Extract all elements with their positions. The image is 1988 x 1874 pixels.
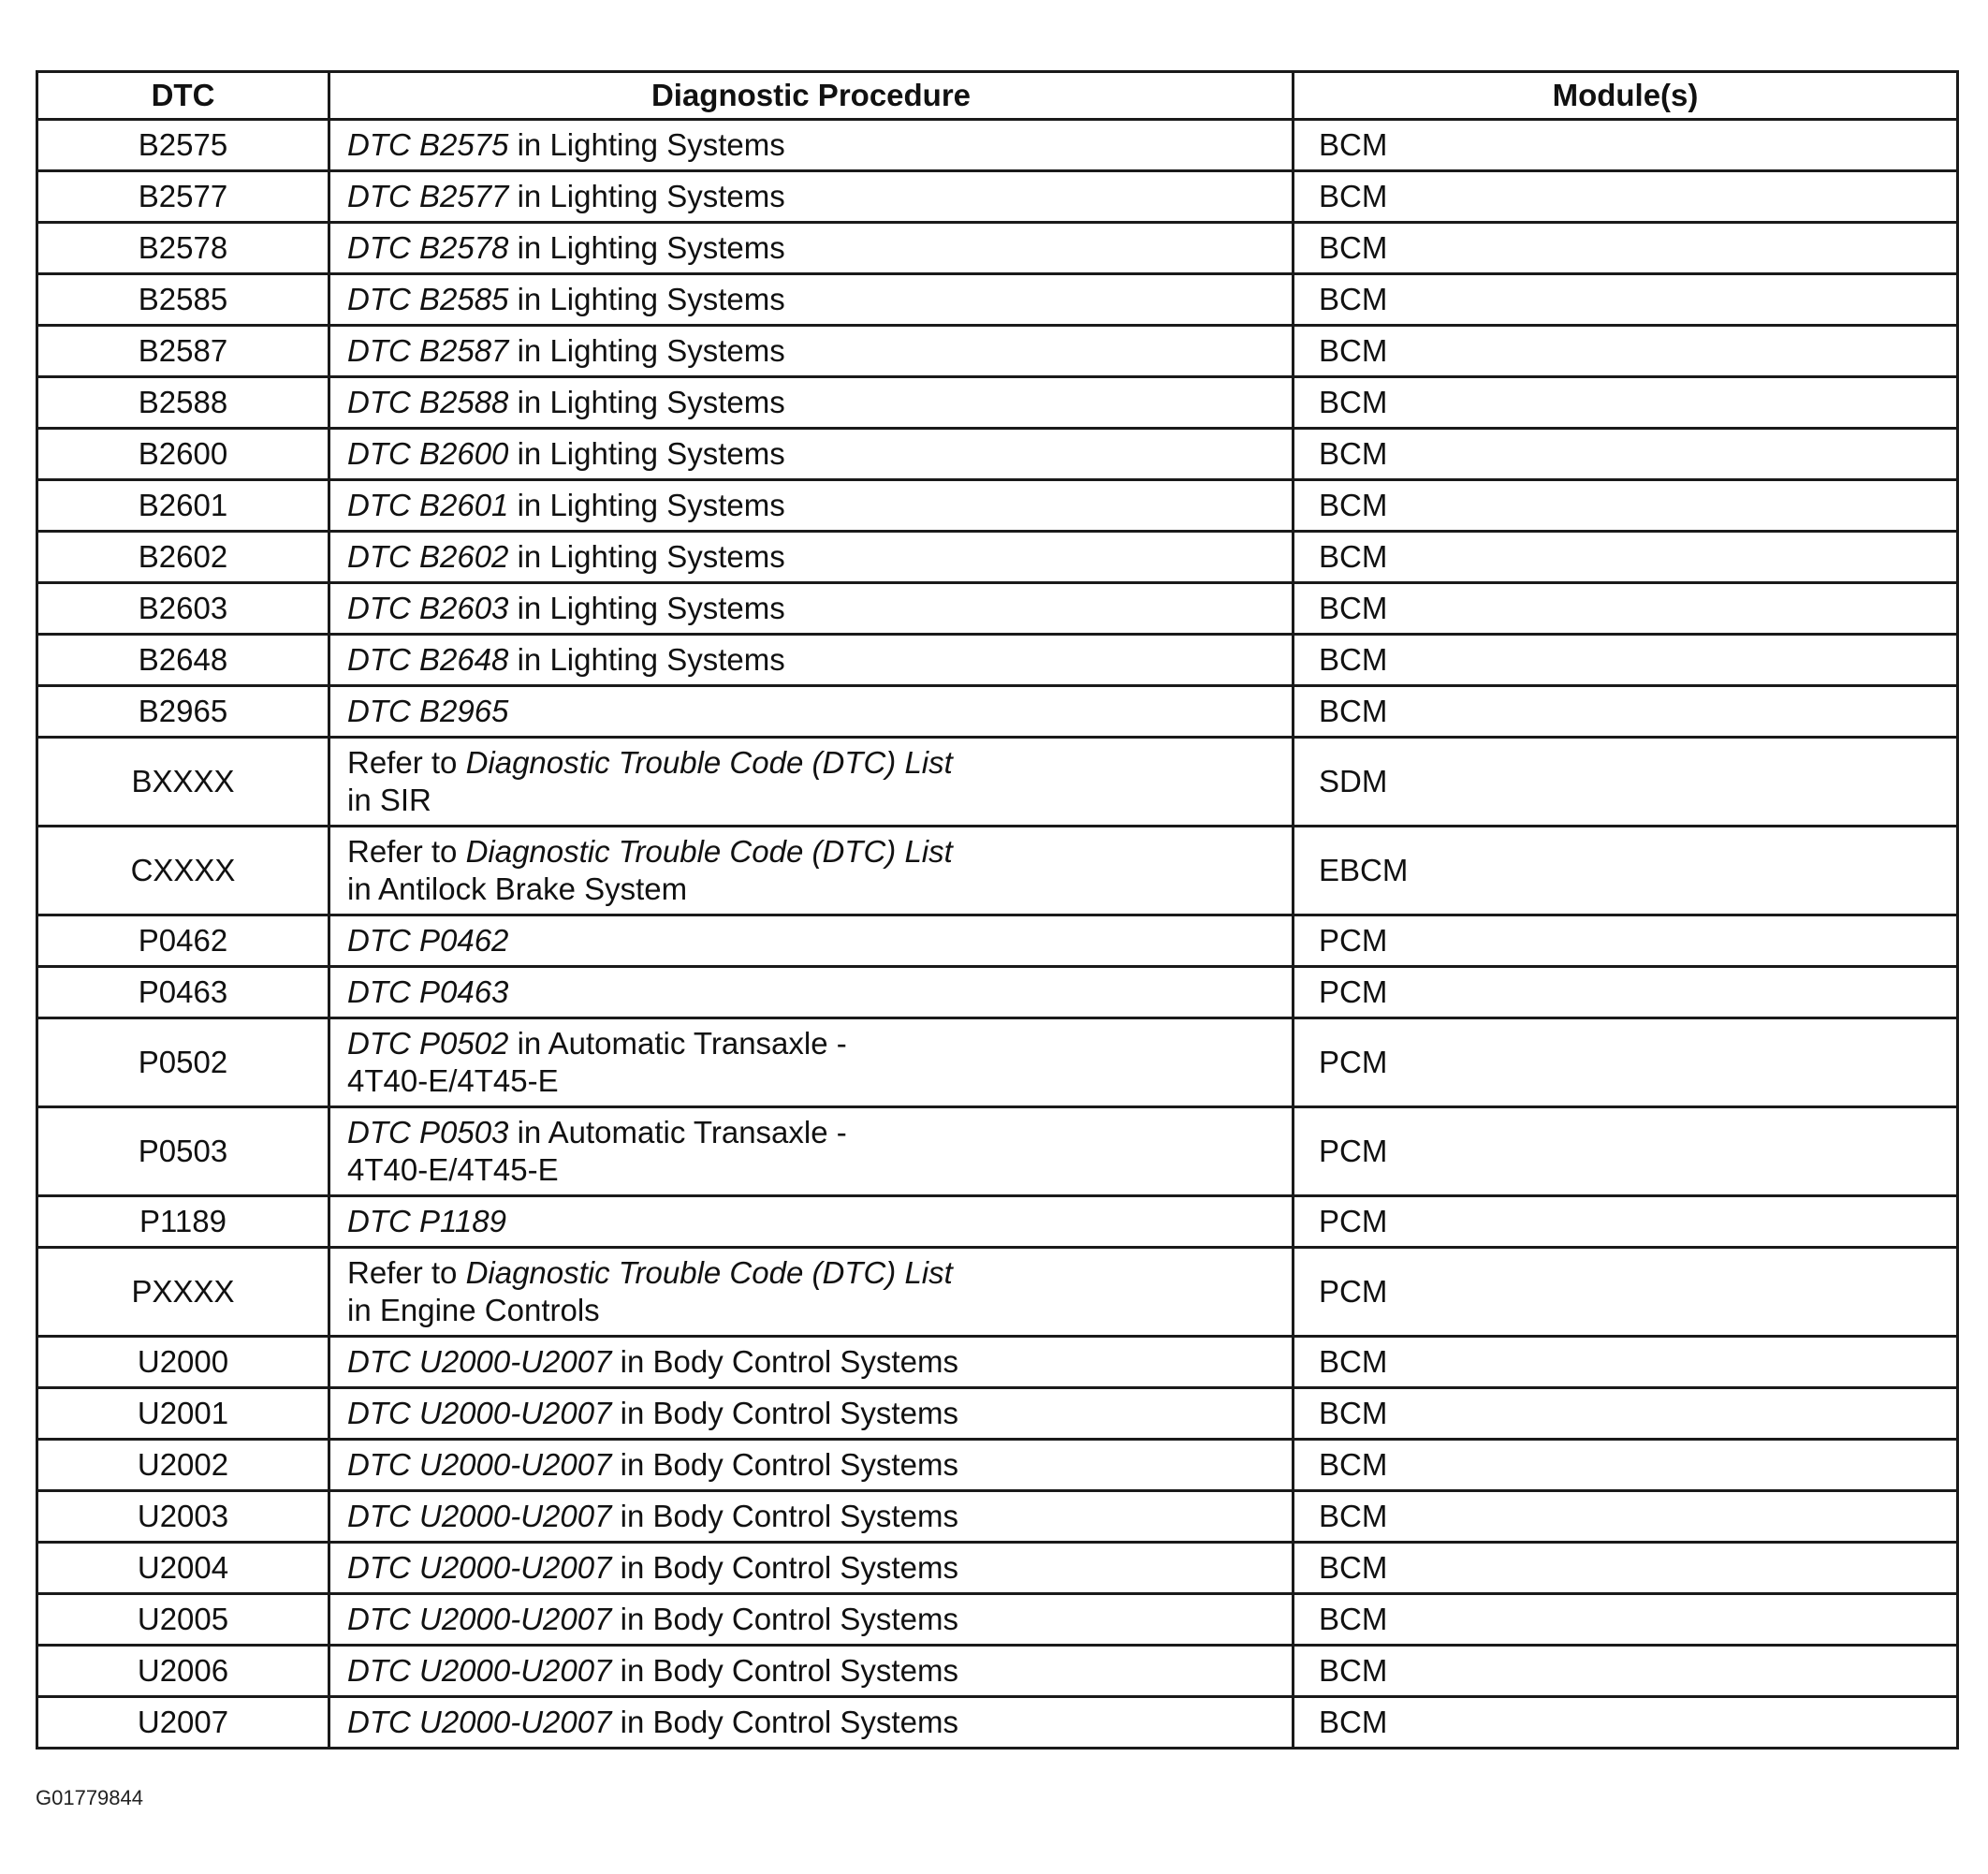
procedure-text: in Body Control Systems (611, 1653, 958, 1688)
diagnostic-procedure-cell (329, 1646, 1294, 1697)
module-cell: PCM (1294, 915, 1958, 967)
procedure-text: in Lighting Systems (508, 282, 785, 316)
diagnostic-procedure-cell (329, 686, 1294, 738)
table-row (37, 967, 1958, 1018)
procedure-line (347, 1151, 1292, 1189)
procedure-line (347, 1292, 1292, 1329)
diagnostic-procedure-cell (329, 120, 1294, 171)
procedure-line (347, 332, 1292, 370)
procedure-reference-text: DTC U2000-U2007 (347, 1550, 612, 1585)
module-cell: BCM (1294, 1646, 1958, 1697)
table-row (37, 1107, 1958, 1196)
procedure-reference-text: Diagnostic Trouble Code (DTC) List (465, 1255, 953, 1290)
dtc-code-cell: U2000 (37, 1337, 329, 1388)
procedure-text: in Body Control Systems (611, 1447, 958, 1482)
dtc-code-cell: B2603 (37, 583, 329, 635)
procedure-text: in Lighting Systems (508, 385, 785, 419)
dtc-code-cell: B2601 (37, 480, 329, 532)
procedure-text: in Body Control Systems (611, 1602, 958, 1636)
dtc-code-cell: B2965 (37, 686, 329, 738)
procedure-line (347, 1601, 1292, 1638)
procedure-text: 4T40-E/4T45-E (347, 1063, 559, 1098)
procedure-reference-text: DTC B2588 (347, 385, 509, 419)
procedure-text: in Antilock Brake System (347, 871, 688, 906)
procedure-text: in Automatic Transaxle - (508, 1115, 847, 1149)
diagnostic-procedure-cell (329, 532, 1294, 583)
table-row (37, 480, 1958, 532)
diagnostic-procedure-cell (329, 1440, 1294, 1491)
diagnostic-procedure-cell (329, 429, 1294, 480)
module-cell: BCM (1294, 583, 1958, 635)
procedure-reference-text: DTC U2000-U2007 (347, 1499, 612, 1533)
table-row (37, 326, 1958, 377)
module-cell: EBCM (1294, 827, 1958, 915)
module-cell: PCM (1294, 1018, 1958, 1107)
procedure-reference-text: DTC U2000-U2007 (347, 1344, 612, 1379)
diagnostic-procedure-cell (329, 1018, 1294, 1107)
dtc-code-cell: B2577 (37, 171, 329, 223)
diagnostic-procedure-cell (329, 635, 1294, 686)
table-body (37, 120, 1958, 1749)
procedure-line (347, 1025, 1292, 1062)
dtc-table (36, 70, 1959, 1750)
procedure-line (347, 1343, 1292, 1381)
dtc-code-cell: U2001 (37, 1388, 329, 1440)
procedure-text: 4T40-E/4T45-E (347, 1152, 559, 1187)
diagnostic-procedure-cell (329, 377, 1294, 429)
dtc-code-cell: CXXXX (37, 827, 329, 915)
table-row (37, 686, 1958, 738)
procedure-text: in SIR (347, 783, 431, 817)
dtc-code-cell: U2005 (37, 1594, 329, 1646)
table-row (37, 915, 1958, 967)
procedure-reference-text: DTC B2601 (347, 488, 509, 522)
procedure-reference-text: DTC U2000-U2007 (347, 1705, 612, 1739)
procedure-text: in Lighting Systems (508, 333, 785, 368)
header-diagnostic-procedure: Diagnostic Procedure (329, 72, 1294, 120)
procedure-text: in Lighting Systems (508, 230, 785, 265)
diagnostic-procedure-cell (329, 1388, 1294, 1440)
module-cell: SDM (1294, 738, 1958, 827)
procedure-text: in Lighting Systems (508, 488, 785, 522)
header-modules: Module(s) (1294, 72, 1958, 120)
module-cell: BCM (1294, 1697, 1958, 1749)
procedure-line (347, 1062, 1292, 1100)
table-row (37, 274, 1958, 326)
module-cell: BCM (1294, 686, 1958, 738)
table-row (37, 583, 1958, 635)
procedure-line (347, 178, 1292, 215)
procedure-line (347, 1498, 1292, 1535)
procedure-line (347, 922, 1292, 959)
module-cell: BCM (1294, 1594, 1958, 1646)
diagnostic-procedure-cell (329, 583, 1294, 635)
procedure-reference-text: DTC B2603 (347, 591, 509, 625)
procedure-reference-text: DTC B2575 (347, 127, 509, 162)
procedure-text: in Lighting Systems (508, 642, 785, 677)
procedure-text: in Body Control Systems (611, 1499, 958, 1533)
procedure-reference-text: DTC P0503 (347, 1115, 509, 1149)
table-row (37, 1594, 1958, 1646)
table-row (37, 1697, 1958, 1749)
procedure-line (347, 974, 1292, 1011)
table-row (37, 635, 1958, 686)
table-row (37, 1337, 1958, 1388)
procedure-line (347, 693, 1292, 730)
procedure-line (347, 1203, 1292, 1240)
procedure-text: in Body Control Systems (611, 1396, 958, 1430)
module-cell: BCM (1294, 532, 1958, 583)
table-row (37, 827, 1958, 915)
procedure-line (347, 871, 1292, 908)
dtc-code-cell: B2585 (37, 274, 329, 326)
module-cell: BCM (1294, 120, 1958, 171)
table-row (37, 1491, 1958, 1543)
procedure-reference-text: DTC U2000-U2007 (347, 1602, 612, 1636)
procedure-line (347, 126, 1292, 164)
table-row (37, 377, 1958, 429)
procedure-line (347, 641, 1292, 679)
procedure-text: in Engine Controls (347, 1293, 600, 1327)
procedure-line (347, 744, 1292, 782)
figure-id: G01779844 (36, 1786, 143, 1809)
dtc-code-cell: B2648 (37, 635, 329, 686)
diagnostic-procedure-cell (329, 223, 1294, 274)
module-cell: BCM (1294, 326, 1958, 377)
diagnostic-procedure-cell (329, 1594, 1294, 1646)
module-cell: BCM (1294, 377, 1958, 429)
procedure-reference-text: DTC B2585 (347, 282, 509, 316)
header-dtc: DTC (37, 72, 329, 120)
diagnostic-procedure-cell (329, 274, 1294, 326)
diagnostic-procedure-cell (329, 171, 1294, 223)
table-header-row (37, 72, 1958, 120)
procedure-reference-text: DTC B2602 (347, 539, 509, 574)
dtc-code-cell: B2600 (37, 429, 329, 480)
module-cell: BCM (1294, 223, 1958, 274)
procedure-text: in Body Control Systems (611, 1344, 958, 1379)
diagnostic-procedure-cell (329, 827, 1294, 915)
table-row (37, 429, 1958, 480)
diagnostic-procedure-cell (329, 480, 1294, 532)
procedure-reference-text: DTC P0463 (347, 974, 509, 1009)
table-row (37, 1388, 1958, 1440)
procedure-line (347, 384, 1292, 421)
procedure-reference-text: DTC U2000-U2007 (347, 1653, 612, 1688)
module-cell: BCM (1294, 635, 1958, 686)
procedure-text: in Lighting Systems (508, 179, 785, 213)
module-cell: BCM (1294, 429, 1958, 480)
procedure-reference-text: DTC B2577 (347, 179, 509, 213)
table-row (37, 1543, 1958, 1594)
module-cell: PCM (1294, 1107, 1958, 1196)
dtc-code-cell: U2003 (37, 1491, 329, 1543)
dtc-code-cell: B2575 (37, 120, 329, 171)
module-cell: PCM (1294, 1248, 1958, 1337)
procedure-reference-text: Diagnostic Trouble Code (DTC) List (465, 745, 953, 780)
module-cell: BCM (1294, 1388, 1958, 1440)
diagnostic-procedure-cell (329, 967, 1294, 1018)
procedure-reference-text: Diagnostic Trouble Code (DTC) List (465, 834, 953, 869)
dtc-code-cell: U2002 (37, 1440, 329, 1491)
procedure-text: Refer to (347, 834, 466, 869)
table-row (37, 1196, 1958, 1248)
procedure-reference-text: DTC P1189 (347, 1204, 506, 1238)
procedure-text: in Lighting Systems (508, 127, 785, 162)
module-cell: BCM (1294, 274, 1958, 326)
table-row (37, 223, 1958, 274)
procedure-line (347, 1549, 1292, 1587)
procedure-line (347, 1254, 1292, 1292)
procedure-text: Refer to (347, 745, 466, 780)
diagnostic-procedure-cell (329, 738, 1294, 827)
dtc-code-cell: B2587 (37, 326, 329, 377)
table-row (37, 1646, 1958, 1697)
procedure-text: in Lighting Systems (508, 539, 785, 574)
procedure-reference-text: DTC P0502 (347, 1026, 509, 1061)
table-row (37, 1440, 1958, 1491)
procedure-reference-text: DTC B2648 (347, 642, 509, 677)
procedure-line (347, 538, 1292, 576)
diagnostic-procedure-cell (329, 1196, 1294, 1248)
procedure-line (347, 1446, 1292, 1484)
dtc-code-cell: U2007 (37, 1697, 329, 1749)
procedure-text: Refer to (347, 1255, 466, 1290)
procedure-text: in Body Control Systems (611, 1550, 958, 1585)
procedure-line (347, 833, 1292, 871)
procedure-reference-text: DTC P0462 (347, 923, 509, 958)
diagnostic-procedure-cell (329, 1248, 1294, 1337)
table-row (37, 120, 1958, 171)
module-cell: PCM (1294, 967, 1958, 1018)
table-row (37, 171, 1958, 223)
diagnostic-procedure-cell (329, 1337, 1294, 1388)
dtc-code-cell: PXXXX (37, 1248, 329, 1337)
procedure-line (347, 281, 1292, 318)
procedure-line (347, 590, 1292, 627)
dtc-code-cell: B2602 (37, 532, 329, 583)
procedure-text: in Body Control Systems (611, 1705, 958, 1739)
dtc-code-cell: P0503 (37, 1107, 329, 1196)
diagnostic-procedure-cell (329, 1697, 1294, 1749)
dtc-code-cell: B2578 (37, 223, 329, 274)
procedure-line (347, 782, 1292, 819)
procedure-line (347, 229, 1292, 267)
procedure-text: in Lighting Systems (508, 591, 785, 625)
procedure-reference-text: DTC U2000-U2007 (347, 1447, 612, 1482)
diagnostic-procedure-cell (329, 915, 1294, 967)
module-cell: BCM (1294, 1491, 1958, 1543)
dtc-code-cell: U2004 (37, 1543, 329, 1594)
procedure-line (347, 487, 1292, 524)
module-cell: BCM (1294, 171, 1958, 223)
module-cell: BCM (1294, 1337, 1958, 1388)
procedure-line (347, 1652, 1292, 1690)
module-cell: PCM (1294, 1196, 1958, 1248)
procedure-line (347, 1704, 1292, 1741)
dtc-code-cell: B2588 (37, 377, 329, 429)
procedure-line (347, 1114, 1292, 1151)
dtc-code-cell: P0463 (37, 967, 329, 1018)
procedure-line (347, 435, 1292, 473)
procedure-text: in Automatic Transaxle - (508, 1026, 847, 1061)
dtc-code-cell: P0462 (37, 915, 329, 967)
procedure-reference-text: DTC B2587 (347, 333, 509, 368)
diagnostic-procedure-cell (329, 1107, 1294, 1196)
diagnostic-procedure-cell (329, 1543, 1294, 1594)
procedure-reference-text: DTC B2965 (347, 694, 509, 728)
module-cell: BCM (1294, 480, 1958, 532)
procedure-reference-text: DTC B2578 (347, 230, 509, 265)
procedure-text: in Lighting Systems (508, 436, 785, 471)
module-cell: BCM (1294, 1440, 1958, 1491)
procedure-line (347, 1395, 1292, 1432)
module-cell: BCM (1294, 1543, 1958, 1594)
procedure-reference-text: DTC U2000-U2007 (347, 1396, 612, 1430)
diagnostic-procedure-cell (329, 326, 1294, 377)
table-row (37, 738, 1958, 827)
dtc-code-cell: P0502 (37, 1018, 329, 1107)
table-row (37, 532, 1958, 583)
diagnostic-procedure-cell (329, 1491, 1294, 1543)
table-row (37, 1018, 1958, 1107)
dtc-code-cell: P1189 (37, 1196, 329, 1248)
table-row (37, 1248, 1958, 1337)
dtc-code-cell: U2006 (37, 1646, 329, 1697)
dtc-code-cell: BXXXX (37, 738, 329, 827)
procedure-reference-text: DTC B2600 (347, 436, 509, 471)
